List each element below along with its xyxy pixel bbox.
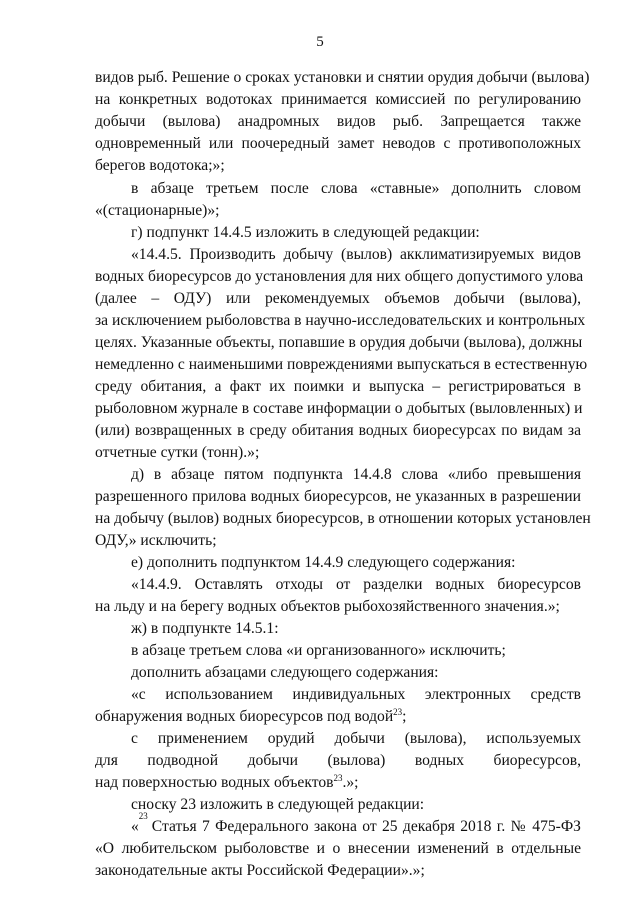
text-span: обнаружения водных биоресурсов под водой: [95, 708, 394, 725]
text-line: [131, 811, 581, 838]
text-line: ОДУ,» исключить;: [95, 532, 217, 549]
text-line: «14.4.5. Производить добычу (вылов) акклиматизируемых видов: [131, 246, 581, 263]
text-line: [95, 706, 407, 728]
footnote-marker: 23: [333, 772, 343, 783]
text-line: видов рыб. Решение о сроках установки и снятии орудия добычи (вылова): [95, 69, 590, 86]
text-span: над поверхностью водных объектов: [95, 774, 334, 791]
text-span: .»;: [342, 774, 359, 791]
text-line: [95, 772, 359, 794]
text-line: г) подпункт 14.4.5 изложить в следующей редакции:: [131, 224, 480, 241]
text-line: за исключением рыболовства в научно-исследовательских и контрольных: [95, 312, 586, 329]
text-line: отчетные сутки (тонн).»;: [95, 444, 260, 461]
text-line: «(стационарные)»;: [95, 202, 220, 219]
text-line: ж) в подпункте 14.5.1:: [131, 620, 279, 637]
text-line: для подводной добычи (вылова) водных биоресурсов,: [95, 752, 581, 769]
text-line: с применением орудий добычи (вылова), используемых: [131, 730, 581, 747]
text-line: добычи (вылова) анадромных видов рыб. Запрещается также: [95, 113, 581, 130]
text-line: среду обитания, а факт их поимки и выпуска – регистрироваться в: [95, 378, 581, 395]
footnote-marker: 23: [138, 811, 148, 821]
text-span: ;: [402, 708, 407, 725]
page-number: 5: [316, 34, 324, 50]
text-span: «: [131, 818, 139, 835]
text-line: на льду и на берегу водных объектов рыбохозяйственного значения.»;: [95, 598, 560, 615]
text-line: на добычу (вылов) водных биоресурсов, в отношении которых установлен: [95, 510, 591, 527]
text-line: «с использованием индивидуальных электронных средств: [131, 686, 581, 703]
text-line: сноску 23 изложить в следующей редакции:: [131, 796, 425, 813]
text-line: в абзаце третьем слова «и организованного» исключить;: [131, 642, 506, 659]
text-line: берегов водотока;»;: [95, 157, 225, 174]
text-line: (или) возвращенных в среду обитания водных биоресурсах по видам за: [95, 422, 581, 439]
text-line: «14.4.9. Оставлять отходы от разделки водных биоресурсов: [131, 576, 581, 593]
text-span: Статья 7 Федерального закона от 25 декабря 2018 г. № 475-ФЗ: [151, 818, 581, 835]
text-line: законодательные акты Российской Федерации».»;: [95, 862, 425, 879]
text-line: (далее – ОДУ) или рекомендуемых объемов добычи (вылова),: [95, 290, 581, 307]
text-line: д) в абзаце пятом подпункта 14.4.8 слова «либо превышения: [131, 466, 581, 483]
text-line: рыболовном журнале в составе информации о добытых (выловленных) и: [95, 400, 583, 417]
text-line: в абзаце третьем после слова «ставные» дополнить словом: [131, 180, 581, 197]
text-line: целях. Указанные объекты, попавшие в орудия добычи (вылова), должны: [95, 334, 583, 351]
text-line: «О любительском рыболовстве и о внесении изменений в отдельные: [95, 840, 581, 857]
text-line: разрешенного прилова водных биоресурсов, не указанных в разрешении: [95, 488, 581, 505]
text-line: немедленно с наименьшими повреждениями выпускаться в естественную: [95, 356, 588, 373]
text-line: дополнить абзацами следующего содержания:: [131, 664, 439, 681]
footnote-marker: 23: [393, 706, 403, 717]
text-line: е) дополнить подпунктом 14.4.9 следующего содержания:: [131, 554, 516, 571]
text-line: на конкретных водотоках принимается комиссией по регулированию: [95, 91, 581, 108]
text-line: одновременный или поочередный замет неводов с противоположных: [95, 135, 581, 152]
text-line: водных биоресурсов до установления для них общего допустимого улова: [95, 268, 584, 285]
